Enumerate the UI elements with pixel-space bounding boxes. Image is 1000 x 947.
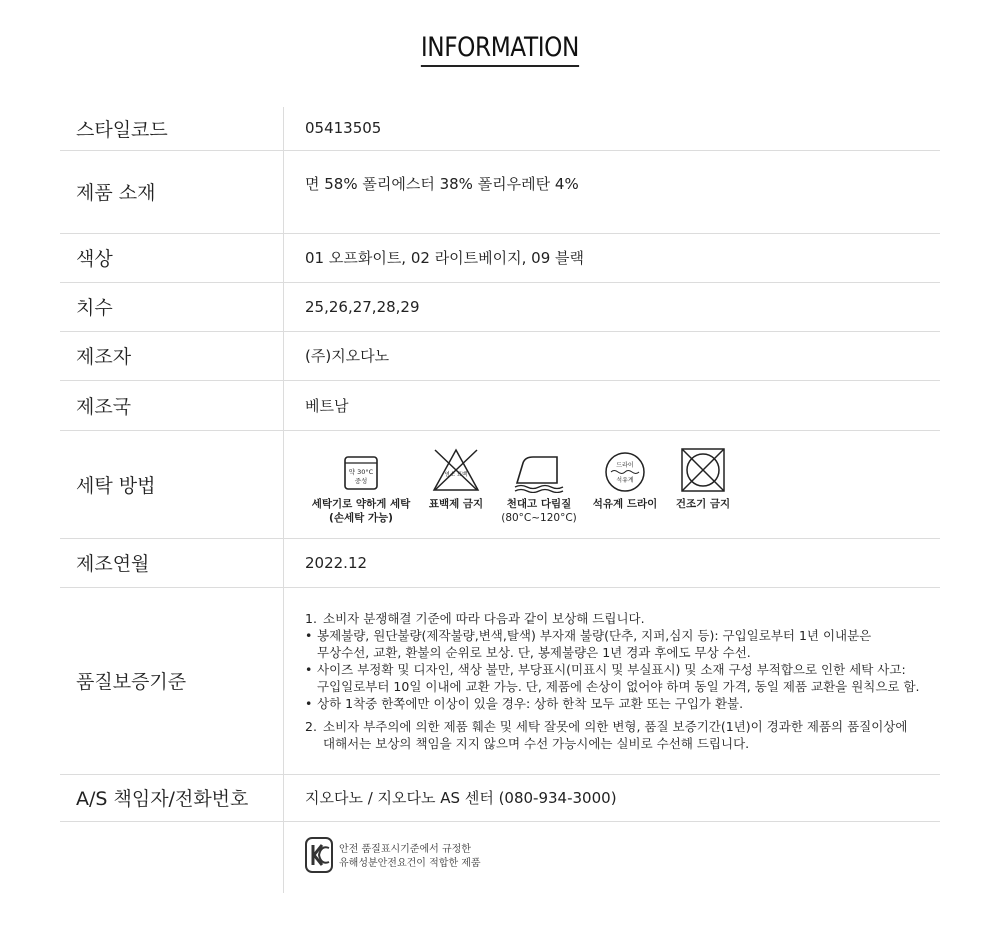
quality-text [305, 610, 940, 752]
kc-text-line-2: 유해성분안전요건이 적합한 제품 [339, 858, 481, 870]
value-material: 면 58% 폴리에스터 38% 폴리우레탄 4% [284, 150, 941, 233]
label-style-code: 스타일코드 [60, 107, 284, 150]
care-sub-iron: (80°C~120°C) [501, 512, 577, 524]
label-date: 제조연월 [60, 538, 284, 587]
quality-num-2: 2. [305, 718, 317, 734]
page-title-wrap [0, 32, 1000, 67]
care-label-bleach: 표백제 금지 [428, 498, 484, 510]
label-as: A/S 책임자/전화번호 [60, 774, 284, 821]
row-date [60, 538, 940, 587]
row-as [60, 774, 940, 821]
petroleum-text: 석유계 [616, 477, 634, 484]
kc-text [339, 843, 481, 871]
label-quality: 품질보증기준 [60, 587, 284, 774]
quality-bullet-2 [305, 661, 940, 695]
bullet-3-line-1: 상하 1착중 한쪽에만 이상이 있을 경우: 상하 한착 모두 교환 또는 구입가 환불. [317, 695, 744, 711]
page-title: INFORMATION [421, 32, 579, 67]
row-maker [60, 331, 940, 380]
bleach-text: 염소 표백 [444, 472, 468, 478]
bullet-mark: • [305, 661, 313, 677]
care-item-bleach [417, 443, 495, 511]
care-sub-wash: (손세탁 가능) [329, 512, 393, 524]
dry-clean-petroleum-icon [604, 443, 646, 493]
kc-mark-icon [305, 837, 333, 877]
row-quality [60, 587, 940, 774]
quality-num-1: 1. [305, 610, 317, 626]
value-country: 베트남 [284, 380, 941, 430]
care-item-wash [305, 443, 417, 525]
value-date: 2022.12 [284, 538, 941, 587]
bullet-1-line-2: 무상수선, 교환, 환불의 순위로 보상. 단, 봉제불량은 1년 경과 후에도 무상 수선. [317, 644, 751, 660]
wash-temp-text: 약 30°C [348, 468, 374, 476]
quality-text-1: 소비자 분쟁해결 기준에 따라 다음과 같이 보상해 드립니다. [323, 610, 645, 626]
wash-30-tub-icon [341, 443, 381, 493]
value-size: 25,26,27,28,29 [284, 282, 941, 331]
care-label-dry-clean: 석유계 드라이 [592, 498, 658, 510]
product-info-table [60, 107, 940, 893]
row-size [60, 282, 940, 331]
value-color: 01 오프화이트, 02 라이트베이지, 09 블랙 [284, 233, 941, 282]
care-label-dryer: 건조기 금지 [675, 498, 731, 510]
quality-bullet-1 [305, 627, 940, 661]
no-tumble-dry-icon [680, 443, 726, 493]
row-color [60, 233, 940, 282]
quality-item-2 [305, 718, 940, 752]
label-color: 색상 [60, 233, 284, 282]
label-material: 제품 소재 [60, 150, 284, 233]
care-label-wash: 세탁기로 약하게 세탁 [311, 498, 411, 510]
bullet-mark: • [305, 695, 313, 711]
label-country: 제조국 [60, 380, 284, 430]
row-washing [60, 430, 940, 538]
bullet-2-line-1: 사이즈 부정확 및 디자인, 색상 불만, 부당표시(미표시 및 부실표시) 및 소재 구성 부적합으로 인한 세탁 사고: [317, 661, 906, 677]
label-washing: 세탁 방법 [60, 430, 284, 538]
no-bleach-icon [431, 443, 481, 493]
wash-neutral-text: 중성 [354, 477, 368, 485]
row-country [60, 380, 940, 430]
row-style-code [60, 107, 940, 150]
dry-text: 드라이 [616, 462, 634, 469]
value-as: 지오다노 / 지오다노 AS 센터 (080-934-3000) [284, 774, 941, 821]
care-item-dry-clean [583, 443, 667, 511]
bullet-2-line-2: 구입일로부터 10일 이내에 교환 가능. 단, 제품에 손상이 없어야 하며 동일 가격, 동일 제품 교환을 원칙으로 함. [317, 678, 920, 694]
kc-certification [305, 837, 940, 877]
label-kc-empty [60, 821, 284, 893]
bullet-1-line-1: 봉제불량, 원단불량(제작불량,변색,탈색) 부자재 불량(단추, 지퍼,심지 등): 구입일로부터 1년 이내분은 [317, 627, 872, 643]
care-item-iron [495, 443, 583, 525]
care-symbols [305, 443, 940, 525]
value-washing [284, 430, 941, 538]
label-size: 치수 [60, 282, 284, 331]
kc-text-line-1: 안전 품질표시기준에서 규정한 [339, 844, 471, 856]
label-maker: 제조자 [60, 331, 284, 380]
row-kc [60, 821, 940, 893]
quality-bullet-3 [305, 695, 940, 712]
care-label-iron: 천대고 다림질 [506, 498, 572, 510]
value-quality [284, 587, 941, 774]
care-item-dryer [667, 443, 739, 511]
quality-item-1 [305, 610, 940, 627]
value-maker: (주)지오다노 [284, 331, 941, 380]
quality-text-2-line-1: 소비자 부주의에 의한 제품 훼손 및 세탁 잘못에 의한 변형, 품질 보증기간(1년)이 경과한 제품의 품질이상에 [323, 718, 908, 734]
value-style-code: 05413505 [284, 107, 941, 150]
bullet-mark: • [305, 627, 313, 643]
row-material [60, 150, 940, 233]
quality-text-2-line-2: 대해서는 보상의 책임을 지지 않으며 수선 가능시에는 실비로 수선해 드립니다. [323, 735, 750, 751]
iron-cloth-icon [513, 443, 565, 493]
value-kc [284, 821, 941, 893]
